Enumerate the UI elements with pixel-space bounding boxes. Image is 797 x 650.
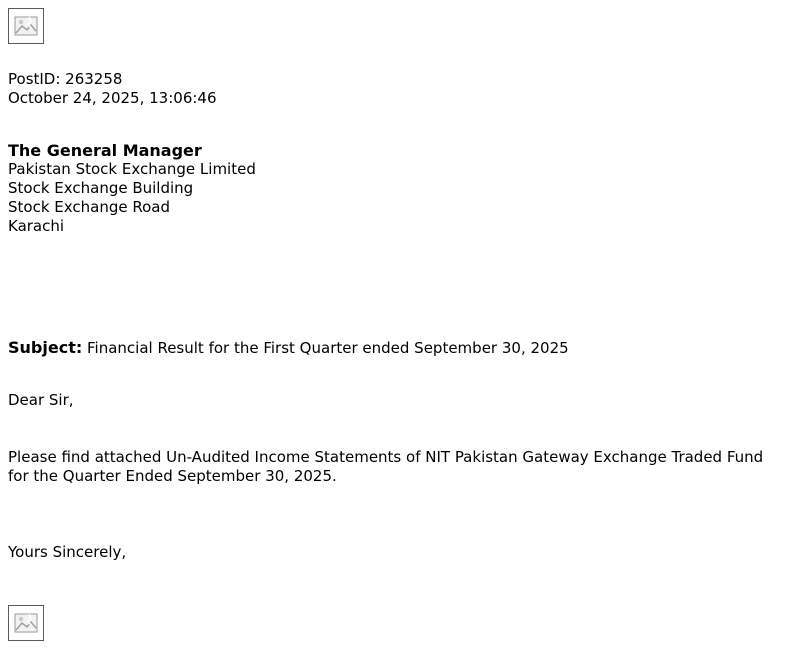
recipient-title: The General Manager <box>8 141 202 160</box>
subject-label: Subject: <box>8 338 83 357</box>
timestamp: October 24, 2025, 13:06:46 <box>8 89 217 107</box>
recipient-line-3: Stock Exchange Road <box>8 198 170 216</box>
recipient-line-1: Pakistan Stock Exchange Limited <box>8 160 256 178</box>
subject-line <box>8 338 569 358</box>
body-paragraph: Please find attached Un-Audited Income Statements of NIT Pakistan Gateway Exchange Traded Fund for the Quarter Ended September 30, 2025. <box>8 448 764 485</box>
recipient-line-2: Stock Exchange Building <box>8 179 194 197</box>
broken-image-icon <box>8 605 44 641</box>
subject-text: Financial Result for the First Quarter ended September 30, 2025 <box>82 339 569 357</box>
recipient-line-4: Karachi <box>8 217 65 235</box>
closing: Yours Sincerely, <box>8 543 127 561</box>
salutation: Dear Sir, <box>8 391 74 409</box>
post-id: PostID: 263258 <box>8 70 123 88</box>
broken-image-icon <box>8 8 44 44</box>
